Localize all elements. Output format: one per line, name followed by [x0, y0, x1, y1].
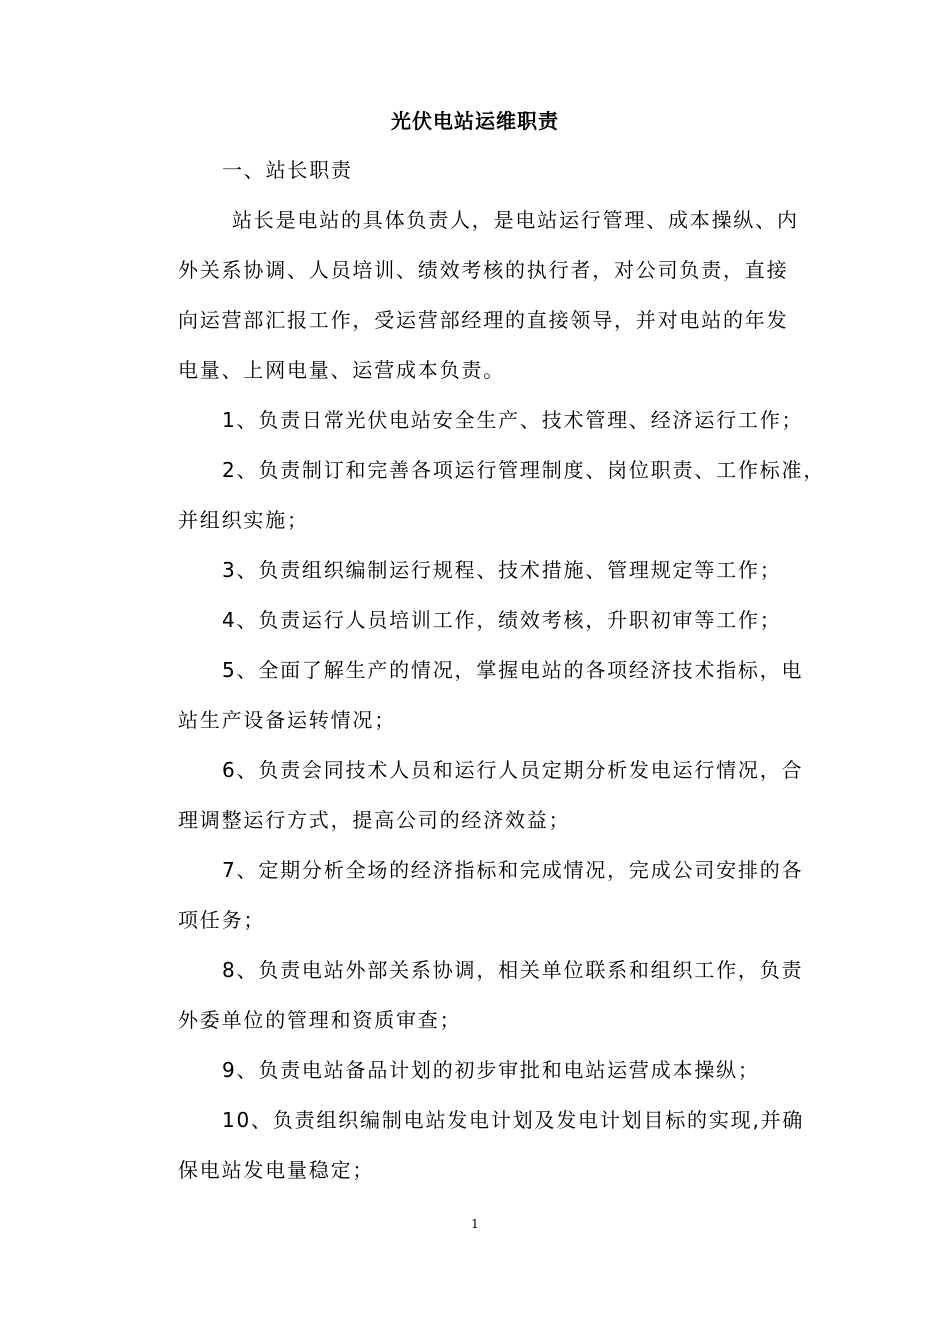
list-item: 10、负责组织编制电站发电计划及发电计划目标的实现,并确 [222, 1108, 805, 1132]
list-item: 5、全面了解生产的情况，掌握电站的各项经济技术指标，电 [222, 658, 804, 682]
page-number: 1 [471, 1217, 479, 1231]
section-heading: 一、站长职责 [222, 158, 353, 182]
list-item: 9、负责电站备品计划的初步审批和电站运营成本操纵； [222, 1058, 760, 1082]
list-item-continuation: 外委单位的管理和资质审查； [178, 1008, 462, 1032]
list-item-continuation: 理调整运行方式，提高公司的经济效益； [178, 808, 571, 832]
list-item: 8、负责电站外部关系协调，相关单位联系和组织工作，负责 [222, 958, 804, 982]
list-item-continuation: 项任务； [178, 908, 266, 932]
list-item: 1、负责日常光伏电站安全生产、技术管理、经济运行工作； [222, 408, 804, 432]
list-item: 3、负责组织编制运行规程、技术措施、管理规定等工作； [222, 558, 782, 582]
list-item-continuation: 并组织实施； [178, 508, 309, 532]
list-item: 7、定期分析全场的经济指标和完成情况，完成公司安排的各 [222, 858, 804, 882]
list-item: 4、负责运行人员培训工作，绩效考核，升职初审等工作； [222, 608, 782, 632]
body-line: 站长是电站的具体负责人，是电站运行管理、成本操纵、内 [232, 208, 799, 232]
list-item: 2、负责制订和完善各项运行管理制度、岗位职责、工作标准， [222, 458, 826, 482]
body-line: 向运营部汇报工作，受运营部经理的直接领导，并对电站的年发 [178, 308, 789, 332]
list-item-continuation: 站生产设备运转情况； [178, 708, 396, 732]
body-line: 外关系协调、人员培训、绩效考核的执行者，对公司负责，直接 [178, 258, 789, 282]
list-item-continuation: 保电站发电量稳定； [178, 1158, 375, 1182]
document-title: 光伏电站运维职责 [391, 109, 559, 133]
body-line: 电量、上网电量、运营成本负责。 [178, 358, 505, 382]
list-item: 6、负责会同技术人员和运行人员定期分析发电运行情况，合 [222, 758, 804, 782]
